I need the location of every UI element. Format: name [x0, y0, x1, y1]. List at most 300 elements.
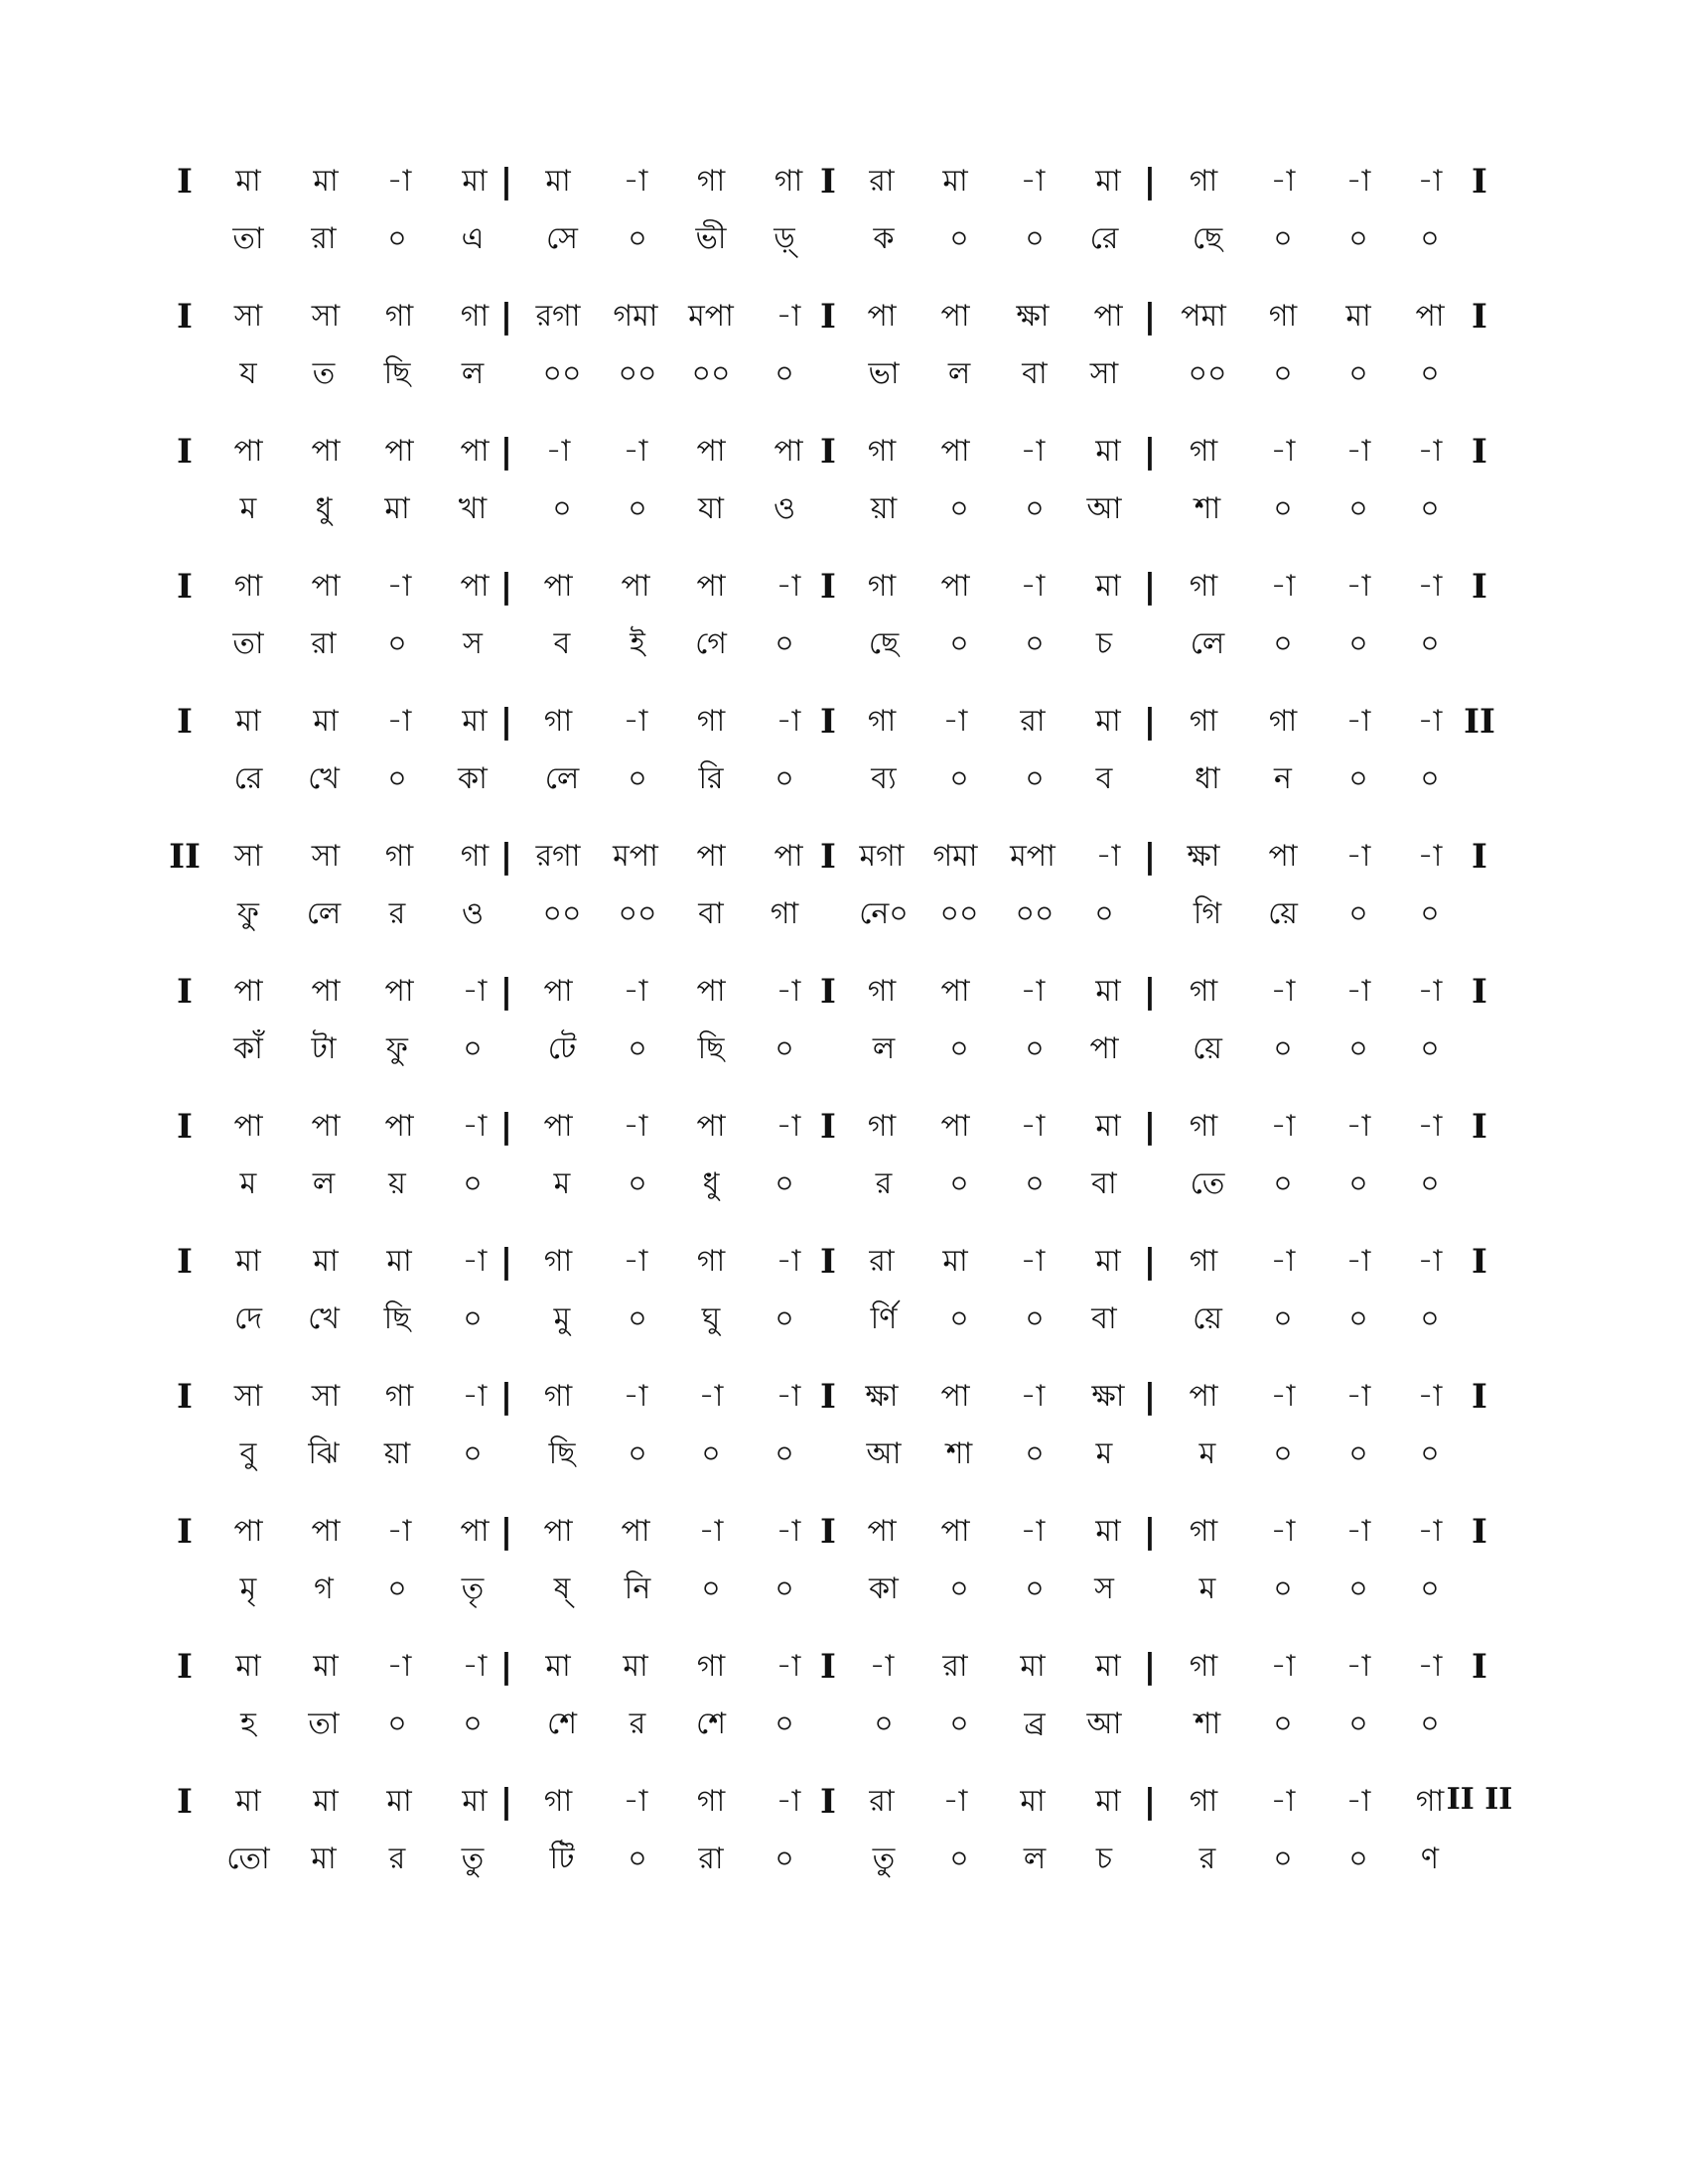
note-syllable: পা: [311, 974, 341, 1009]
lyric-syllable: ০: [552, 491, 572, 526]
lyric-syllable: ০: [463, 1301, 483, 1336]
bar-line: I: [177, 1782, 193, 1822]
lyric-syllable: ০: [628, 1301, 647, 1336]
lyric-syllable: ও: [461, 896, 485, 931]
lyric-syllable: য়ে: [1268, 896, 1298, 931]
lyric-syllable: ত: [312, 356, 336, 391]
note-syllable: -া: [1417, 569, 1443, 604]
bar-line: |: [1143, 1242, 1157, 1282]
lyric-syllable: আ: [1086, 1706, 1122, 1741]
lyric-syllable: ০: [1273, 1301, 1293, 1336]
note-syllable: রগা: [535, 299, 581, 334]
lyric-syllable: ০: [387, 761, 407, 796]
lyric-syllable: ০০: [542, 356, 582, 391]
note-syllable: পা: [696, 569, 726, 604]
lyric-syllable: লে: [1190, 626, 1225, 661]
note-syllable: -া: [1020, 974, 1046, 1009]
lyric-syllable: লে: [306, 896, 342, 931]
note-syllable: গা: [774, 164, 803, 199]
lyric-syllable: ০: [949, 1842, 969, 1876]
lyric-syllable: ০: [774, 1571, 794, 1606]
bar-line: |: [1143, 432, 1157, 472]
lyric-syllable: ০: [701, 1571, 721, 1606]
lyric-syllable: ০: [1273, 1842, 1293, 1876]
note-syllable: গা: [1189, 704, 1218, 739]
note-syllable: -া: [545, 434, 571, 469]
lyric-syllable: টা: [311, 1031, 337, 1066]
note-syllable: -া: [1417, 974, 1443, 1009]
lyric-syllable: ম: [239, 1166, 257, 1201]
lyric-syllable: ০০: [1188, 356, 1227, 391]
note-syllable: ক্ষা: [865, 1379, 899, 1414]
note-syllable: -া: [1270, 1784, 1296, 1819]
bar-line: I: [820, 837, 836, 877]
note-syllable: পা: [867, 299, 897, 334]
lyric-syllable: ০: [949, 1571, 969, 1606]
lyric-syllable: ০: [949, 221, 969, 256]
lyric-syllable: ষ্: [553, 1571, 571, 1606]
note-syllable: ক্ষা: [1016, 299, 1050, 334]
lyric-syllable: ০: [628, 221, 647, 256]
note-syllable: -া: [1417, 434, 1443, 469]
bar-line: I: [1472, 297, 1487, 337]
note-syllable: -া: [1345, 1784, 1371, 1819]
note-syllable: গা: [233, 569, 263, 604]
note-syllable: -া: [623, 1379, 648, 1414]
lyric-syllable: ০: [1025, 1031, 1045, 1066]
note-syllable: রা: [869, 164, 895, 199]
note-syllable: -া: [623, 1784, 648, 1819]
lyric-syllable: ঝি: [308, 1436, 340, 1471]
bar-line: I: [820, 1107, 836, 1147]
lyric-syllable: ম: [1095, 1436, 1113, 1471]
note-syllable: -া: [1270, 164, 1296, 199]
notation-row: [0, 567, 1688, 691]
note-syllable: -া: [775, 1514, 801, 1549]
lyric-syllable: ছি: [697, 1031, 725, 1066]
note-syllable: -া: [942, 704, 968, 739]
lyric-syllable: ল: [1023, 1842, 1047, 1876]
note-syllable: -া: [462, 974, 488, 1009]
notation-row: [0, 1647, 1688, 1771]
bar-line: |: [1143, 162, 1157, 202]
note-syllable: -া: [386, 569, 412, 604]
note-syllable: -া: [1417, 839, 1443, 874]
note-syllable: পা: [543, 569, 573, 604]
lyric-syllable: ০: [463, 1166, 483, 1201]
note-syllable: পা: [940, 569, 970, 604]
lyric-syllable: ০: [628, 1031, 647, 1066]
bar-line: I: [820, 162, 836, 202]
note-syllable: -া: [1020, 434, 1046, 469]
lyric-syllable: ০: [1025, 1166, 1045, 1201]
note-syllable: -া: [386, 164, 412, 199]
note-syllable: মা: [313, 1649, 339, 1684]
lyric-syllable: ০: [387, 626, 407, 661]
note-syllable: -া: [1270, 1649, 1296, 1684]
notation-row: [0, 1107, 1688, 1231]
lyric-syllable: ব: [553, 626, 571, 661]
note-syllable: -া: [1345, 1514, 1371, 1549]
lyric-syllable: ০: [774, 761, 794, 796]
note-syllable: মা: [1020, 1784, 1046, 1819]
lyric-syllable: তে: [1190, 1166, 1225, 1201]
lyric-syllable: ০: [1420, 896, 1440, 931]
note-syllable: মা: [1095, 1109, 1121, 1144]
bar-line: |: [499, 702, 513, 742]
note-syllable: পা: [384, 434, 414, 469]
note-syllable: গা: [1189, 1514, 1218, 1549]
bar-line: |: [499, 567, 513, 607]
note-syllable: মা: [1095, 434, 1121, 469]
lyric-syllable: ০: [949, 491, 969, 526]
note-syllable: মা: [235, 1784, 261, 1819]
lyric-syllable: ০: [1025, 761, 1045, 796]
lyric-syllable: ০: [387, 221, 407, 256]
bar-line: II: [1464, 702, 1495, 742]
note-syllable: পা: [940, 974, 970, 1009]
bar-line: I: [820, 1512, 836, 1552]
note-syllable: -া: [1417, 1514, 1443, 1549]
note-syllable: মা: [462, 704, 488, 739]
bar-line: I: [1472, 1512, 1487, 1552]
lyric-syllable: কাঁ: [233, 1031, 263, 1066]
lyric-syllable: খা: [458, 491, 488, 526]
note-syllable: মপা: [688, 299, 734, 334]
note-syllable: -া: [623, 1109, 648, 1144]
bar-line: II: [169, 837, 201, 877]
note-syllable: পা: [621, 1514, 650, 1549]
note-syllable: পা: [1189, 1379, 1218, 1414]
note-syllable: -া: [1020, 1109, 1046, 1144]
note-syllable: মা: [386, 1244, 412, 1279]
lyric-syllable: ০: [1273, 491, 1293, 526]
note-syllable: মা: [462, 1784, 488, 1819]
bar-line: |: [499, 1512, 513, 1552]
lyric-syllable: মা: [311, 1842, 337, 1876]
note-syllable: -া: [623, 704, 648, 739]
note-syllable: -া: [775, 569, 801, 604]
lyric-syllable: ০: [949, 1166, 969, 1201]
lyric-syllable: ফু: [386, 1031, 408, 1066]
note-syllable: সা: [233, 299, 263, 334]
note-syllable: পা: [621, 569, 650, 604]
lyric-syllable: ছি: [383, 356, 411, 391]
note-syllable: মা: [313, 164, 339, 199]
lyric-syllable: ০০: [691, 356, 731, 391]
lyric-syllable: আ: [866, 1436, 902, 1471]
lyric-syllable: সে: [546, 221, 578, 256]
note-syllable: -া: [698, 1514, 724, 1549]
bar-line: I: [177, 297, 193, 337]
lyric-syllable: য: [239, 356, 257, 391]
lyric-syllable: ০: [1348, 1842, 1368, 1876]
lyric-syllable: মু: [553, 1301, 571, 1336]
lyric-syllable: নি: [624, 1571, 651, 1606]
lyric-syllable: ০: [1420, 761, 1440, 796]
note-syllable: মা: [545, 164, 571, 199]
lyric-syllable: কা: [869, 1571, 899, 1606]
note-syllable: পা: [233, 974, 263, 1009]
note-syllable: গা: [867, 1109, 897, 1144]
lyric-syllable: তু: [461, 1842, 485, 1876]
lyric-syllable: হ: [240, 1706, 256, 1741]
lyric-syllable: খে: [308, 1301, 340, 1336]
lyric-syllable: ম: [553, 1166, 571, 1201]
notation-row: [0, 297, 1688, 421]
note-syllable: গা: [1189, 1244, 1218, 1279]
lyric-syllable: ০: [1348, 1706, 1368, 1741]
bar-line: |: [499, 837, 513, 877]
note-syllable: -া: [1270, 1109, 1296, 1144]
lyric-syllable: ০: [1348, 896, 1368, 931]
lyric-syllable: কা: [458, 761, 488, 796]
lyric-syllable: ০: [1420, 1031, 1440, 1066]
bar-line: I: [177, 702, 193, 742]
note-syllable: মা: [545, 1649, 571, 1684]
note-syllable: পা: [696, 434, 726, 469]
bar-line: I: [177, 432, 193, 472]
lyric-syllable: খে: [308, 761, 340, 796]
note-syllable: -া: [1270, 1379, 1296, 1414]
bar-line: |: [1143, 1377, 1157, 1417]
lyric-syllable: ০: [1025, 626, 1045, 661]
lyric-syllable: ০: [1420, 1436, 1440, 1471]
note-syllable: পা: [940, 1514, 970, 1549]
note-syllable: পা: [543, 1109, 573, 1144]
note-syllable: পা: [940, 1379, 970, 1414]
lyric-syllable: ০: [387, 1571, 407, 1606]
note-syllable: -া: [775, 1649, 801, 1684]
note-syllable: -া: [775, 299, 801, 334]
bar-line: I: [1472, 972, 1487, 1012]
lyric-syllable: র: [388, 896, 406, 931]
note-syllable: মা: [1095, 569, 1121, 604]
note-syllable: মা: [1095, 704, 1121, 739]
note-syllable: পা: [774, 434, 803, 469]
note-syllable: পা: [311, 1514, 341, 1549]
lyric-syllable: ধু: [315, 491, 333, 526]
note-syllable: পা: [460, 434, 490, 469]
note-syllable: -া: [623, 974, 648, 1009]
lyric-syllable: তা: [232, 221, 264, 256]
bar-line: I: [820, 1647, 836, 1687]
lyric-syllable: ব: [1095, 761, 1113, 796]
note-syllable: -া: [1270, 569, 1296, 604]
lyric-syllable: য়: [388, 1166, 406, 1201]
lyric-syllable: ০: [628, 1436, 647, 1471]
lyric-syllable: লে: [544, 761, 580, 796]
lyric-syllable: ০: [774, 1301, 794, 1336]
lyric-syllable: ০: [774, 1706, 794, 1741]
lyric-syllable: ল: [947, 356, 971, 391]
note-syllable: গা: [1189, 1784, 1218, 1819]
note-syllable: পা: [543, 1514, 573, 1549]
lyric-syllable: ০: [774, 626, 794, 661]
note-syllable: রা: [942, 1649, 968, 1684]
note-syllable: -া: [1345, 1379, 1371, 1414]
note-syllable: -া: [1020, 1514, 1046, 1549]
bar-line: I: [177, 162, 193, 202]
lyric-syllable: ম: [239, 491, 257, 526]
note-syllable: -া: [1417, 1109, 1443, 1144]
note-syllable: -া: [1345, 974, 1371, 1009]
note-syllable: -া: [775, 1244, 801, 1279]
note-syllable: -া: [1270, 1244, 1296, 1279]
note-syllable: -া: [942, 1784, 968, 1819]
bar-line: I: [820, 972, 836, 1012]
lyric-syllable: বা: [1022, 356, 1048, 391]
note-syllable: পা: [384, 974, 414, 1009]
lyric-syllable: সা: [1089, 356, 1119, 391]
note-syllable: -া: [1345, 839, 1371, 874]
note-syllable: -া: [386, 704, 412, 739]
lyric-syllable: র: [629, 1706, 646, 1741]
note-syllable: পা: [696, 974, 726, 1009]
note-syllable: পা: [311, 1109, 341, 1144]
lyric-syllable: ০: [774, 1842, 794, 1876]
note-syllable: পা: [384, 1109, 414, 1144]
note-syllable: মা: [1345, 299, 1371, 334]
note-syllable: মা: [235, 164, 261, 199]
note-syllable: -া: [1345, 1244, 1371, 1279]
note-syllable: -া: [1020, 1244, 1046, 1279]
note-syllable: -া: [1345, 704, 1371, 739]
note-syllable: -া: [1270, 434, 1296, 469]
lyric-syllable: এ: [461, 221, 485, 256]
lyric-syllable: রি: [698, 761, 724, 796]
bar-line: |: [499, 1647, 513, 1687]
bar-line: |: [499, 1377, 513, 1417]
note-syllable: গা: [1268, 704, 1298, 739]
note-syllable: গা: [1268, 299, 1298, 334]
note-syllable: রা: [869, 1244, 895, 1279]
bar-line: |: [1143, 1647, 1157, 1687]
lyric-syllable: ০: [1273, 1436, 1293, 1471]
lyric-syllable: ০: [1348, 1301, 1368, 1336]
lyric-syllable: পা: [1089, 1031, 1119, 1066]
lyric-syllable: টে: [547, 1031, 577, 1066]
bar-line: I: [1472, 1647, 1487, 1687]
lyric-syllable: শে: [547, 1706, 577, 1741]
bar-line: I: [820, 1782, 836, 1822]
note-syllable: মা: [313, 704, 339, 739]
note-syllable: গা: [1189, 974, 1218, 1009]
note-syllable: গা: [1415, 1784, 1445, 1819]
note-syllable: গা: [1189, 434, 1218, 469]
note-syllable: মা: [942, 1244, 968, 1279]
lyric-syllable: মৃ: [239, 1571, 257, 1606]
note-syllable: পা: [233, 1514, 263, 1549]
lyric-syllable: য়া: [383, 1436, 411, 1471]
note-syllable: মা: [1095, 1514, 1121, 1549]
bar-line: |: [1143, 702, 1157, 742]
lyric-syllable: র: [875, 1166, 893, 1201]
note-syllable: -া: [1345, 1109, 1371, 1144]
lyric-syllable: তো: [226, 1842, 270, 1876]
lyric-syllable: ০: [628, 1842, 647, 1876]
lyric-syllable: মা: [384, 491, 410, 526]
note-syllable: মা: [462, 164, 488, 199]
lyric-syllable: তা: [232, 626, 264, 661]
notation-row: [0, 972, 1688, 1096]
note-syllable: মা: [623, 1649, 648, 1684]
lyric-syllable: ০: [1273, 1706, 1293, 1741]
lyric-syllable: ০: [949, 761, 969, 796]
lyric-syllable: রা: [698, 1842, 724, 1876]
notation-row: [0, 432, 1688, 556]
note-syllable: পা: [1093, 299, 1123, 334]
lyric-syllable: ০: [874, 1706, 894, 1741]
lyric-syllable: ০: [949, 626, 969, 661]
bar-line: |: [1143, 1512, 1157, 1552]
note-syllable: মা: [235, 1649, 261, 1684]
note-syllable: -া: [462, 1649, 488, 1684]
note-syllable: -া: [623, 164, 648, 199]
lyric-syllable: ০: [701, 1436, 721, 1471]
note-syllable: পা: [311, 569, 341, 604]
lyric-syllable: ০: [1348, 761, 1368, 796]
lyric-syllable: ০: [1025, 221, 1045, 256]
lyric-syllable: ০: [387, 1706, 407, 1741]
lyric-syllable: ০: [1348, 1571, 1368, 1606]
bar-line: I: [1472, 432, 1487, 472]
lyric-syllable: ০: [949, 1031, 969, 1066]
note-syllable: -া: [1020, 569, 1046, 604]
bar-line: |: [499, 432, 513, 472]
bar-line: |: [499, 1782, 513, 1822]
lyric-syllable: য়া: [870, 491, 898, 526]
lyric-syllable: ০: [1025, 1301, 1045, 1336]
lyric-syllable: ০: [1348, 221, 1368, 256]
note-syllable: গা: [867, 974, 897, 1009]
bar-line: I: [177, 567, 193, 607]
note-syllable: -া: [462, 1379, 488, 1414]
note-syllable: -া: [869, 1649, 895, 1684]
bar-line: I: [1472, 567, 1487, 607]
note-syllable: গা: [696, 1784, 726, 1819]
lyric-syllable: ধু: [702, 1166, 720, 1201]
bar-line: |: [1143, 297, 1157, 337]
lyric-syllable: ০: [1420, 1301, 1440, 1336]
note-syllable: মপা: [613, 839, 658, 874]
notation-row: [0, 1242, 1688, 1366]
bar-line: I: [820, 702, 836, 742]
note-syllable: -া: [1270, 974, 1296, 1009]
lyric-syllable: শা: [1194, 1706, 1221, 1741]
bar-line: I: [1472, 1242, 1487, 1282]
lyric-syllable: ০: [628, 491, 647, 526]
lyric-syllable: ০: [1273, 1166, 1293, 1201]
note-syllable: -া: [775, 1379, 801, 1414]
lyric-syllable: ০: [1348, 1436, 1368, 1471]
lyric-syllable: ০: [1094, 896, 1114, 931]
lyric-syllable: ০০: [939, 896, 979, 931]
note-syllable: মা: [1095, 974, 1121, 1009]
note-syllable: -া: [1417, 1379, 1443, 1414]
notation-row: [0, 702, 1688, 826]
note-syllable: -া: [775, 1784, 801, 1819]
lyric-syllable: ছি: [548, 1436, 576, 1471]
lyric-syllable: গে: [695, 626, 727, 661]
bar-line: |: [499, 297, 513, 337]
lyric-syllable: আ: [1086, 491, 1122, 526]
lyric-syllable: ধা: [1195, 761, 1220, 796]
note-syllable: গা: [867, 434, 897, 469]
note-syllable: রা: [869, 1784, 895, 1819]
lyric-syllable: ভা: [868, 356, 900, 391]
lyric-syllable: রা: [311, 221, 337, 256]
